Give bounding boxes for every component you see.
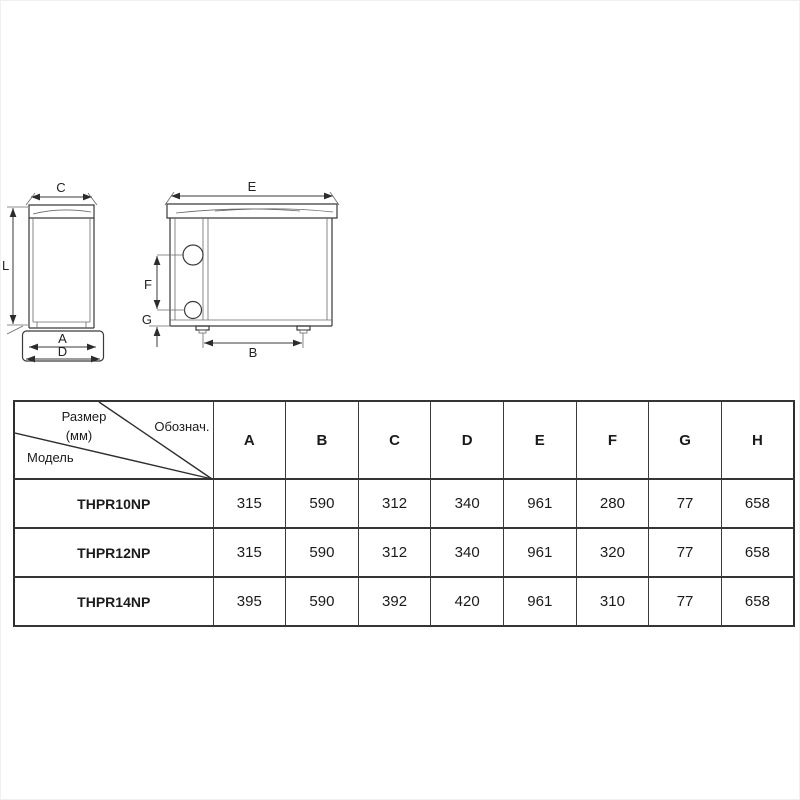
value-cell: 315	[213, 528, 286, 577]
corner-size-label: Размер	[61, 409, 107, 424]
corner-size-unit: (мм)	[65, 428, 93, 443]
model-name: THPR12NP	[14, 528, 213, 577]
dim-label-a: A	[58, 331, 67, 346]
value-cell: 961	[504, 577, 577, 626]
column-header-b: B	[286, 401, 359, 479]
dim-label-g: G	[141, 312, 152, 327]
corner-model-label: Модель	[27, 450, 74, 465]
value-cell: 77	[649, 528, 722, 577]
column-header-c: C	[358, 401, 431, 479]
column-header-g: G	[649, 401, 722, 479]
value-cell: 961	[504, 528, 577, 577]
column-header-d: D	[431, 401, 504, 479]
value-cell: 590	[286, 577, 359, 626]
value-cell: 420	[431, 577, 504, 626]
value-cell: 658	[721, 577, 794, 626]
dimensions-table	[13, 400, 795, 627]
value-cell: 392	[358, 577, 431, 626]
value-cell: 77	[649, 577, 722, 626]
value-cell: 590	[286, 528, 359, 577]
corner-designation-label: Обознач.	[154, 419, 210, 434]
value-cell: 315	[213, 479, 286, 528]
column-header-h: H	[721, 401, 794, 479]
value-cell: 590	[286, 479, 359, 528]
value-cell: 395	[213, 577, 286, 626]
header-row	[14, 401, 794, 479]
model-name: THPR14NP	[14, 577, 213, 626]
value-cell: 658	[721, 479, 794, 528]
dim-label-d: D	[57, 344, 68, 359]
value-cell: 310	[576, 577, 649, 626]
value-cell: 320	[576, 528, 649, 577]
dim-label-b: B	[248, 345, 258, 360]
value-cell: 658	[721, 528, 794, 577]
table-row	[14, 577, 794, 626]
value-cell: 312	[358, 528, 431, 577]
table-row	[14, 479, 794, 528]
value-cell: 340	[431, 479, 504, 528]
dim-label-f: F	[144, 277, 152, 292]
column-header-e: E	[504, 401, 577, 479]
dim-label-c: C	[56, 180, 66, 195]
value-cell: 961	[504, 479, 577, 528]
table-corner-cell	[14, 401, 213, 479]
front-view	[142, 179, 339, 360]
value-cell: 340	[431, 528, 504, 577]
value-cell: 77	[649, 479, 722, 528]
column-header-a: A	[213, 401, 286, 479]
column-header-f: F	[576, 401, 649, 479]
dim-label-e: E	[247, 179, 257, 194]
value-cell: 312	[358, 479, 431, 528]
model-name: THPR10NP	[14, 479, 213, 528]
side-view	[2, 180, 104, 361]
value-cell: 280	[576, 479, 649, 528]
table-row	[14, 528, 794, 577]
dim-label-l: L	[2, 258, 10, 273]
